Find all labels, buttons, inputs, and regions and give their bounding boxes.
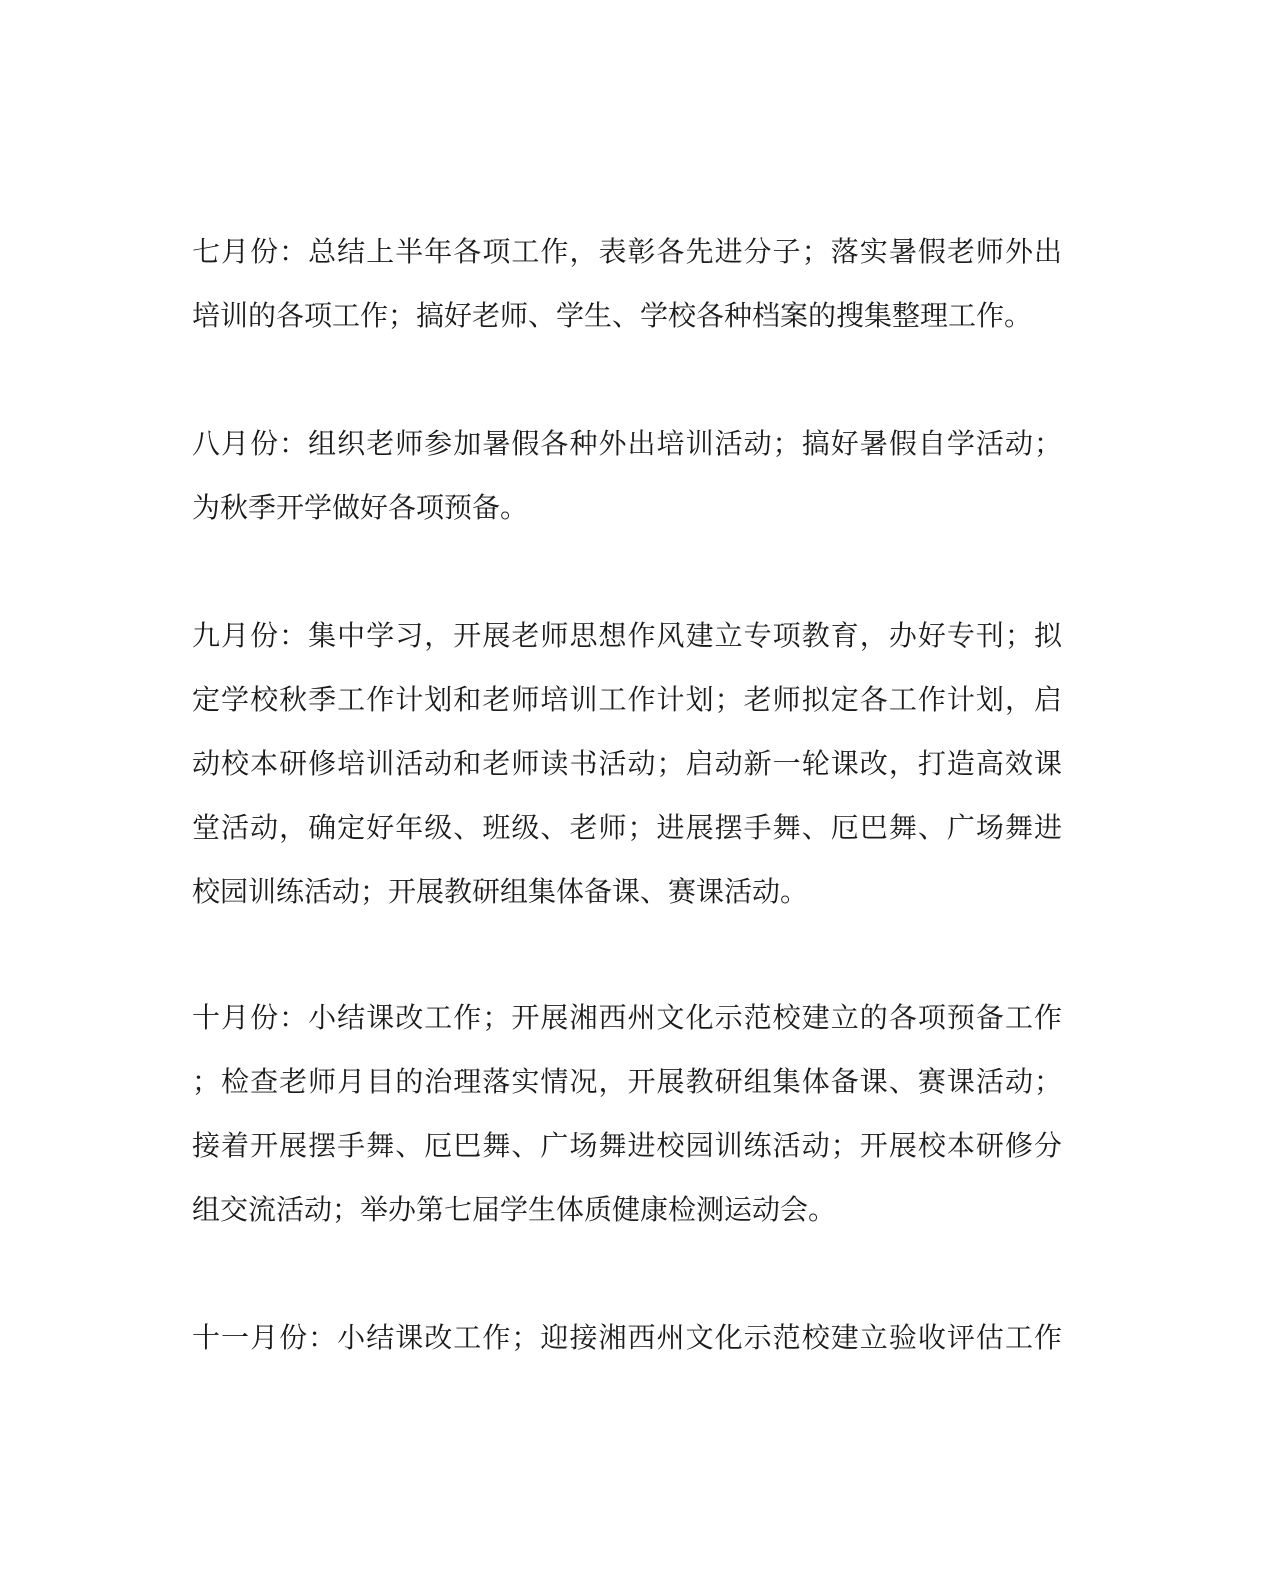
paragraph-july — [192, 220, 1062, 348]
text-line: 八月份：组织老师参加暑假各种外出培训活动；搞好暑假自学活动； — [192, 427, 1062, 460]
text-line: 校园训练活动；开展教研组集体备课、赛课活动。 — [192, 875, 809, 908]
text-line: 九月份：集中学习，开展老师思想作风建立专项教育，办好专刊；拟 — [192, 619, 1062, 652]
text-line: 十月份：小结课改工作；开展湘西州文化示范校建立的各项预备工作 — [192, 1001, 1062, 1034]
paragraph-october — [192, 986, 1062, 1242]
text-line: 培训的各项工作；搞好老师、学生、学校各种档案的搜集整理工作。 — [192, 299, 1033, 332]
text-line: 七月份：总结上半年各项工作，表彰各先进分子；落实暑假老师外出 — [192, 235, 1062, 268]
text-line: 为秋季开学做好各项预备。 — [192, 491, 529, 524]
paragraph-august — [192, 412, 1062, 540]
text-line: ；检查老师月目的治理落实情况，开展教研组集体备课、赛课活动； — [192, 1065, 1062, 1098]
text-line: 十一月份：小结课改工作；迎接湘西州文化示范校建立验收评估工作 — [192, 1321, 1062, 1354]
text-line: 接着开展摆手舞、厄巴舞、广场舞进校园训练活动；开展校本研修分 — [192, 1129, 1062, 1162]
paragraph-september — [192, 604, 1062, 924]
text-line: 组交流活动；举办第七届学生体质健康检测运动会。 — [192, 1193, 837, 1226]
text-line: 堂活动，确定好年级、班级、老师；进展摆手舞、厄巴舞、广场舞进 — [192, 811, 1062, 844]
text-line: 动校本研修培训活动和老师读书活动；启动新一轮课改，打造高效课 — [192, 747, 1062, 780]
paragraph-november — [192, 1306, 1062, 1370]
text-line: 定学校秋季工作计划和老师培训工作计划；老师拟定各工作计划，启 — [192, 683, 1062, 716]
